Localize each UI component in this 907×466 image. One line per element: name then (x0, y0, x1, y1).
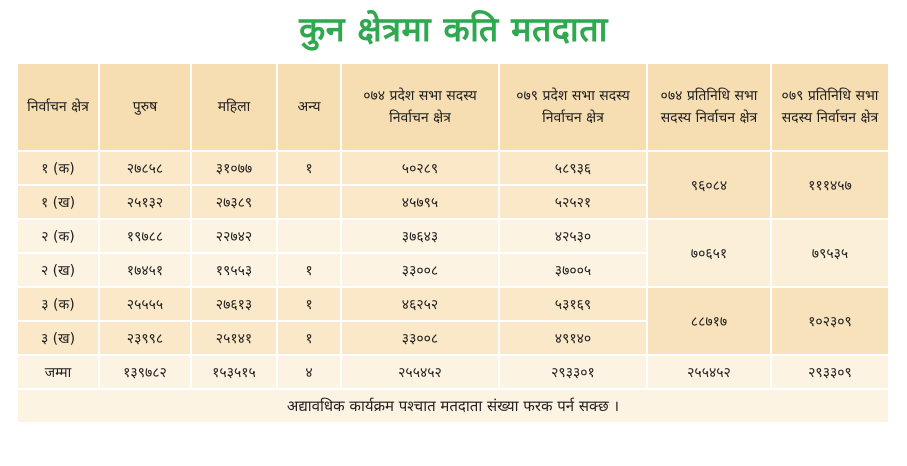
cell-other: १ (278, 254, 342, 288)
total-female: १५३५१५ (192, 356, 278, 390)
header-other: अन्य (278, 64, 342, 152)
cell-female: २५१४१ (192, 322, 278, 356)
cell-pa-079: ३७००५ (500, 254, 648, 288)
cell-other (278, 220, 342, 254)
table-row (18, 288, 890, 322)
cell-hor-074: ९६०८४ (648, 152, 772, 220)
cell-pa-074: ३३००८ (342, 254, 500, 288)
cell-area: १ (ख) (18, 186, 100, 220)
cell-female: ३१०७७ (192, 152, 278, 186)
page-title: कुन क्षेत्रमा कति मतदाता (299, 10, 608, 50)
total-pa-074: २५५४५२ (342, 356, 500, 390)
cell-area: १ (क) (18, 152, 100, 186)
header-hor-079: ०७९ प्रतिनिधि सभा सदस्य निर्वाचन क्षेत्र (772, 64, 890, 152)
note-row (18, 390, 890, 424)
cell-pa-079: ४२५३० (500, 220, 648, 254)
table-row (18, 220, 890, 254)
cell-other: १ (278, 288, 342, 322)
total-pa-079: २९३३०१ (500, 356, 648, 390)
header-row (18, 64, 890, 152)
cell-male: १९७८८ (100, 220, 192, 254)
cell-other (278, 186, 342, 220)
voter-table (18, 64, 890, 424)
cell-male: २५५५५ (100, 288, 192, 322)
cell-male: १७४५१ (100, 254, 192, 288)
cell-female: २२७४२ (192, 220, 278, 254)
cell-other: १ (278, 322, 342, 356)
cell-hor-079: १११४५७ (772, 152, 890, 220)
cell-pa-079: ५३१६९ (500, 288, 648, 322)
header-pa-079: ०७९ प्रदेश सभा सदस्य निर्वाचन क्षेत्र (500, 64, 648, 152)
cell-pa-079: ५२५२१ (500, 186, 648, 220)
cell-pa-074: ४५७९५ (342, 186, 500, 220)
cell-hor-079: १०२३०९ (772, 288, 890, 356)
header-area: निर्वाचन क्षेत्र (18, 64, 100, 152)
cell-female: २७३८९ (192, 186, 278, 220)
cell-area: २ (क) (18, 220, 100, 254)
cell-hor-079: ७९५३५ (772, 220, 890, 288)
header-hor-074: ०७४ प्रतिनिधि सभा सदस्य निर्वाचन क्षेत्र (648, 64, 772, 152)
total-row (18, 356, 890, 390)
cell-area: ३ (क) (18, 288, 100, 322)
cell-male: २७८५८ (100, 152, 192, 186)
cell-hor-074: ७०६५१ (648, 220, 772, 288)
total-male: १३९७८२ (100, 356, 192, 390)
cell-pa-074: ५०२८९ (342, 152, 500, 186)
footnote: अद्यावधिक कार्यक्रम पश्चात मतदाता संख्या फरक पर्न सक्छ । (18, 390, 890, 424)
cell-pa-074: ४६२५२ (342, 288, 500, 322)
cell-female: १९५५३ (192, 254, 278, 288)
header-female: महिला (192, 64, 278, 152)
total-hor-079: २९३३०९ (772, 356, 890, 390)
cell-pa-074: ३३००८ (342, 322, 500, 356)
header-pa-074: ०७४ प्रदेश सभा सदस्य निर्वाचन क्षेत्र (342, 64, 500, 152)
total-label: जम्मा (18, 356, 100, 390)
cell-pa-079: ५८९३६ (500, 152, 648, 186)
cell-hor-074: ८८७१७ (648, 288, 772, 356)
header-male: पुरुष (100, 64, 192, 152)
cell-female: २७६१३ (192, 288, 278, 322)
cell-pa-079: ४९१४० (500, 322, 648, 356)
cell-pa-074: ३७६४३ (342, 220, 500, 254)
cell-male: २५१३२ (100, 186, 192, 220)
table-row (18, 152, 890, 186)
total-hor-074: २५५४५२ (648, 356, 772, 390)
total-other: ४ (278, 356, 342, 390)
cell-area: ३ (ख) (18, 322, 100, 356)
cell-area: २ (ख) (18, 254, 100, 288)
cell-male: २३९९८ (100, 322, 192, 356)
cell-other: १ (278, 152, 342, 186)
